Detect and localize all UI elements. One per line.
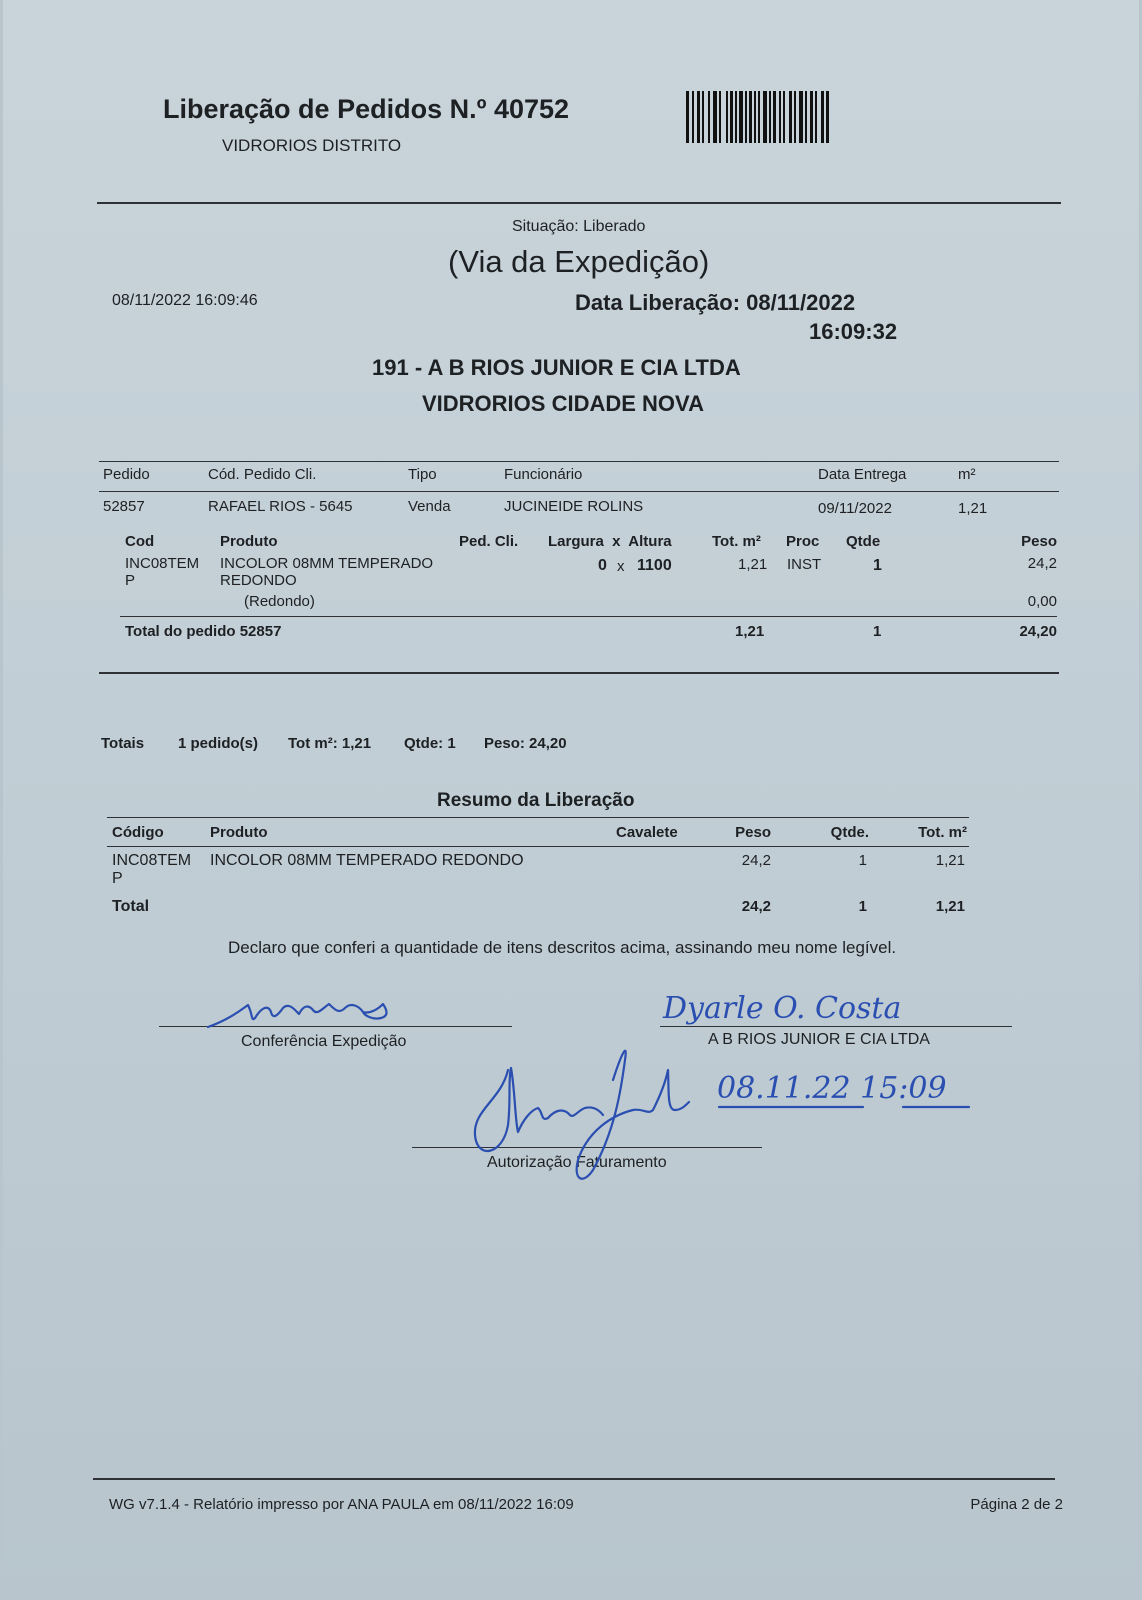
pedido-table-top (99, 461, 1059, 462)
cod-pedido-cli: RAFAEL RIOS - 5645 (208, 498, 353, 515)
totais-qtde: Qtde: 1 (404, 735, 456, 752)
item-proc: INST (787, 556, 822, 573)
footer-divider (93, 1478, 1055, 1480)
resumo-col-qtde: Qtde. (830, 824, 869, 841)
total-pedido-m2: 1,21 (735, 623, 765, 640)
totais-m2: Tot m²: 1,21 (288, 735, 372, 752)
pedido-table-bottom (99, 672, 1059, 674)
item-x: x (617, 558, 625, 575)
item-col-tot-m2: Tot. m² (712, 533, 761, 550)
resumo-total-tot-m2: 1,21 (935, 898, 965, 915)
resumo-top (107, 817, 969, 818)
footer-left: WG v7.1.4 - Relatório impresso por ANA PAULA em 08/11/2022 16:09 (109, 1496, 574, 1513)
resumo-col-tot-m2: Tot. m² (918, 824, 967, 841)
resumo-total-qtde: 1 (858, 898, 867, 915)
totais-peso: Peso: 24,20 (484, 735, 567, 752)
resumo-header-divider (107, 846, 969, 847)
resumo-peso: 24,2 (741, 852, 771, 869)
item-produto-sub: (Redondo) (244, 593, 315, 610)
item-cod-line1: INC08TEM (125, 555, 200, 572)
pedido-header-divider (99, 491, 1059, 492)
item-peso: 24,2 (1027, 555, 1057, 572)
item-peso-sub: 0,00 (1027, 593, 1057, 610)
pedido-number: 52857 (103, 498, 145, 515)
page-number: Página 2 de 2 (970, 1496, 1063, 1513)
conferencia-label: Conferência Expedição (241, 1033, 407, 1050)
cliente-label: A B RIOS JUNIOR E CIA LTDA (708, 1031, 930, 1048)
funcionario: JUCINEIDE ROLINS (504, 498, 644, 515)
handwritten-date: 08.11.22 15:09 (717, 1071, 947, 1106)
item-produto-line1: INCOLOR 08MM TEMPERADO (220, 555, 434, 572)
client-store: VIDRORIOS CIDADE NOVA (422, 391, 704, 416)
item-qtde: 1 (873, 557, 882, 574)
total-pedido-qtde: 1 (873, 623, 882, 640)
item-altura: 1100 (637, 557, 672, 574)
item-col-produto: Produto (220, 533, 278, 550)
autorizacao-signature (475, 1051, 689, 1179)
via-title: (Via da Expedição) (448, 244, 710, 279)
resumo-col-codigo: Código (112, 824, 164, 841)
declaracao-text: Declaro que conferi a quantidade de itens descritos acima, assinando meu nome legível. (228, 938, 897, 957)
col-data-entrega: Data Entrega (818, 466, 907, 483)
totais-pedidos: 1 pedido(s) (178, 735, 259, 752)
item-total-divider (120, 616, 1057, 617)
situacao: Situação: Liberado (512, 218, 646, 235)
data-entrega: 09/11/2022 (818, 500, 892, 517)
resumo-col-cavalete: Cavalete (616, 824, 678, 841)
resumo-codigo-line1: INC08TEM (112, 852, 192, 869)
hora-liberacao: 16:09:32 (809, 319, 898, 344)
resumo-total-label: Total (112, 898, 150, 915)
col-tipo: Tipo (408, 466, 437, 483)
printed-datetime: 08/11/2022 16:09:46 (112, 292, 258, 309)
col-m2: m² (958, 466, 976, 483)
col-pedido: Pedido (103, 466, 150, 483)
item-col-peso: Peso (1021, 533, 1057, 550)
item-col-proc: Proc (786, 533, 820, 550)
resumo-title: Resumo da Liberação (437, 790, 635, 811)
document-page (3, 0, 1139, 1600)
resumo-total-peso: 24,2 (741, 898, 771, 915)
barcode (686, 91, 858, 143)
totais-label: Totais (101, 735, 145, 752)
resumo-tot-m2: 1,21 (935, 852, 965, 869)
header-divider (97, 202, 1061, 204)
conferencia-signature (208, 1004, 387, 1027)
resumo-col-peso: Peso (735, 824, 771, 841)
m2: 1,21 (958, 500, 988, 517)
total-pedido-label: Total do pedido 52857 (125, 623, 282, 640)
col-cod-pedido-cli: Cód. Pedido Cli. (208, 466, 317, 483)
item-col-cod: Cod (125, 533, 155, 550)
handwritten-name: Dyarle O. Costa (663, 991, 902, 1026)
col-funcionario: Funcionário (504, 466, 583, 483)
autorizacao-label: Autorização Faturamento (487, 1154, 667, 1171)
item-col-qtde: Qtde (846, 533, 881, 550)
item-col-ped-cli: Ped. Cli. (459, 533, 519, 550)
client-name: 191 - A B RIOS JUNIOR E CIA LTDA (372, 355, 741, 380)
company-name: VIDRORIOS DISTRITO (222, 136, 402, 155)
resumo-produto: INCOLOR 08MM TEMPERADO REDONDO (210, 852, 524, 869)
document-title: Liberação de Pedidos N.º 40752 (163, 94, 570, 124)
total-pedido-peso: 24,20 (1019, 623, 1057, 640)
handwritten-signatures (3, 960, 1139, 1220)
item-produto-line2: REDONDO (220, 572, 297, 589)
item-cod-line2: P (125, 572, 136, 589)
item-col-largura-altura: Largura x Altura (548, 533, 672, 550)
resumo-qtde: 1 (858, 852, 867, 869)
resumo-codigo-line2: P (112, 870, 123, 887)
item-tot-m2: 1,21 (738, 556, 768, 573)
data-liberacao: Data Liberação: 08/11/2022 (575, 290, 856, 315)
resumo-col-produto: Produto (210, 824, 268, 841)
item-largura: 0 (598, 557, 607, 574)
tipo: Venda (408, 498, 451, 515)
